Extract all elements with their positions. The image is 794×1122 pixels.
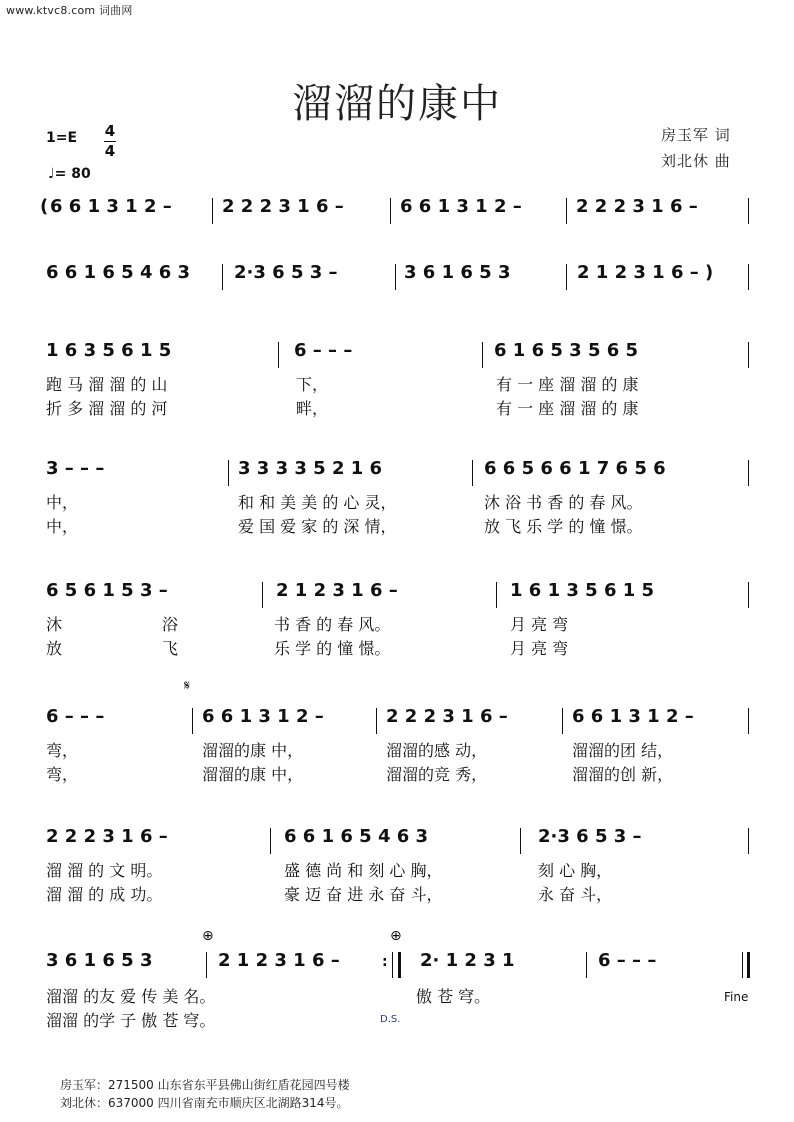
lyric-text: 中， [46,493,79,512]
lyric-text: 跑 马 溜 溜 的 山 [46,375,168,394]
measure: 2 2 2 3 1 6 – [386,706,508,727]
measure: 2 2 2 3 1 6 – [576,196,698,217]
bar-line [562,708,563,734]
lyric-text: 月 亮 弯 [510,615,569,634]
quarter-note-icon: ♩ [48,166,55,182]
time-signature [104,124,116,159]
double-bar-line [398,952,401,978]
repeat-dots: : [382,954,388,970]
lyric-text: 溜溜的感 动， [386,741,488,760]
site-watermark: www.ktvc8.com 词曲网 [6,4,133,17]
lyric-text: 下， [296,375,329,394]
bar-line [192,708,193,734]
lyric-text: 盛 德 尚 和 刻 心 胸， [284,861,443,880]
bar-line [262,582,263,608]
time-top: 4 [104,122,116,140]
footer-address-lyricist: 房玉军：271500 山东省东平县佛山街红盾花园四号楼 [60,1078,350,1092]
measure: 6 6 1 3 1 2 – [572,706,694,727]
measure: 6 6 1 6 5 4 6 3 [46,262,191,283]
lyric-text: 傲 苍 穹。 [416,987,491,1006]
lyric-text: 畔， [296,399,329,418]
lyric-text: 溜溜的竞 秀， [386,765,488,784]
bar-line [748,582,749,608]
bar-line [472,460,473,486]
measure: 6 6 1 3 1 2 – [400,196,522,217]
bar-line [520,828,521,854]
measure: 6 – – – [294,340,353,361]
lyric-text: 溜溜 的友 爱 传 美 名。 [46,987,216,1006]
measure: 6 6 1 3 1 2 – [50,196,172,217]
lyric-text: 放 飞 乐 学 的 憧 憬。 [484,517,643,536]
measure: 6 5 6 1 5 3 – [46,580,168,601]
bar-line [586,952,587,978]
bar-line [496,582,497,608]
repeat-open-paren: ( [40,196,49,217]
lyric-text: 和 和 美 美 的 心 灵， [238,493,397,512]
lyric-text: 有 一 座 溜 溜 的 康 [496,375,639,394]
lyricist-credit: 房玉军 词 [661,126,731,144]
final-bar-line [747,952,750,978]
bar-line [278,342,279,368]
tempo-value: = 80 [54,166,91,182]
lyric-text: 沐 浴 书 香 的 春 风。 [484,493,643,512]
measure: 2 1 2 3 1 6 – ) [577,262,714,283]
lyric-text: 有 一 座 溜 溜 的 康 [496,399,639,418]
lyric-text: 浴 [162,615,179,634]
bar-line [482,342,483,368]
lyric-text: 中， [46,517,79,536]
measure: 6 6 1 3 1 2 – [202,706,324,727]
bar-line [748,198,749,224]
lyric-text: 溜溜的团 结， [572,741,674,760]
measure: 6 – – – [598,950,657,971]
bar-line [390,198,391,224]
measure: 3 6 1 6 5 3 [46,950,153,971]
coda-icon: ⊕ [390,928,402,944]
key-signature: 1=E [46,130,78,146]
double-bar-line [392,952,393,978]
composer-credit: 刘北休 曲 [661,152,731,170]
bar-line [566,198,567,224]
bar-line [212,198,213,224]
measure: 3 – – – [46,458,105,479]
time-bottom: 4 [104,142,116,160]
bar-line [748,708,749,734]
lyric-text: 豪 迈 奋 进 永 奋 斗， [284,885,443,904]
lyric-text: 沐 [46,615,63,634]
measure: 2·3 6 5 3 – [234,262,338,283]
bar-line [395,264,396,290]
lyric-text: 爱 国 爱 家 的 深 情， [238,517,397,536]
measure: 2 1 2 3 1 6 – [276,580,398,601]
lyric-text: 溜 溜 的 成 功。 [46,885,163,904]
measure: 2 2 2 3 1 6 – [222,196,344,217]
lyric-text: 月 亮 弯 [510,639,569,658]
ds-marking: D.S. [380,1014,401,1025]
bar-line [566,264,567,290]
measure: 6 6 5 6 6 1 7 6 5 6 [484,458,666,479]
bar-line [376,708,377,734]
footer-address-composer: 刘北休：637000 四川省南充市顺庆区北湖路314号。 [60,1096,349,1110]
fine-marking: Fine [724,990,749,1004]
lyric-text: 溜溜 的学 子 傲 苍 穹。 [46,1011,216,1030]
measure: 1 6 1 3 5 6 1 5 [510,580,655,601]
lyric-text: 乐 学 的 憧 憬。 [274,639,391,658]
lyric-text: 折 多 溜 溜 的 河 [46,399,168,418]
bar-line [748,342,749,368]
lyric-text: 溜溜的创 新， [572,765,674,784]
lyric-text: 放 [46,639,63,658]
lyric-text: 溜 溜 的 文 明。 [46,861,163,880]
bar-line [748,264,749,290]
lyric-text: 飞 [162,639,179,658]
measure: 6 – – – [46,706,105,727]
final-bar-line [742,952,743,978]
measure: 6 1 6 5 3 5 6 5 [494,340,639,361]
segno-icon: 𝄋 [184,678,191,694]
tempo-marking [48,166,91,182]
lyric-text: 刻 心 胸， [538,861,613,880]
bar-line [748,828,749,854]
measure: 3 3 3 3 5 2 1 6 [238,458,383,479]
bar-line [270,828,271,854]
lyric-text: 溜溜的康 中， [202,765,304,784]
lyric-text: 弯， [46,765,79,784]
bar-line [228,460,229,486]
bar-line [748,460,749,486]
coda-icon: ⊕ [202,928,214,944]
measure: 2 1 2 3 1 6 – [218,950,340,971]
measure: 2 2 2 3 1 6 – [46,826,168,847]
measure: 2·3 6 5 3 – [538,826,642,847]
lyric-text: 永 奋 斗， [538,885,613,904]
bar-line [222,264,223,290]
measure: 2· 1 2 3 1 [420,950,515,971]
lyric-text: 书 香 的 春 风。 [274,615,391,634]
measure: 3 6 1 6 5 3 [404,262,511,283]
bar-line [206,952,207,978]
lyric-text: 弯， [46,741,79,760]
measure: 6 6 1 6 5 4 6 3 [284,826,429,847]
measure: 1 6 3 5 6 1 5 [46,340,172,361]
lyric-text: 溜溜的康 中， [202,741,304,760]
song-title: 溜溜的康中 [292,81,502,127]
